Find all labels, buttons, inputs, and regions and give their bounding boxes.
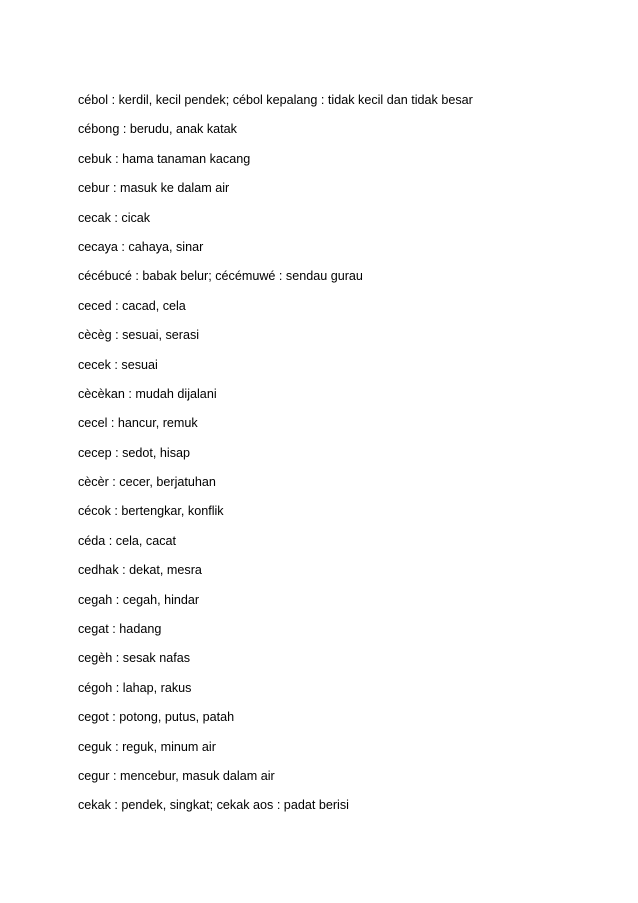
dictionary-entry: cebuk : hama tanaman kacang <box>78 151 251 166</box>
dictionary-entry: cecel : hancur, remuk <box>78 416 198 431</box>
dictionary-entry: ceguk : reguk, minum air <box>78 739 216 754</box>
dictionary-entry: ceced : cacad, cela <box>78 298 186 313</box>
dictionary-entry: cedhak : dekat, mesra <box>78 563 202 578</box>
dictionary-entry: cébol : kerdil, kecil pendek; cébol kepalang : tidak kecil dan tidak besar <box>78 93 473 107</box>
dictionary-entry: cècèkan : mudah dijalani <box>78 386 217 401</box>
dictionary-entry: cegot : potong, putus, patah <box>78 710 235 725</box>
dictionary-entry: cecek : sesuai <box>78 357 158 372</box>
dictionary-entry: cébong : berudu, anak katak <box>78 122 237 137</box>
dictionary-entry: cècèg : sesuai, serasi <box>78 328 200 343</box>
dictionary-entry: cécok : bertengkar, konflik <box>78 504 224 519</box>
dictionary-entry: cecep : sedot, hisap <box>78 445 191 460</box>
dictionary-entry: cegur : mencebur, masuk dalam air <box>78 768 275 783</box>
dictionary-entry: cekak : pendek, singkat; cekak aos : padat berisi <box>78 798 349 813</box>
dictionary-entry: cebur : masuk ke dalam air <box>78 181 230 196</box>
dictionary-entry: cégoh : lahap, rakus <box>78 680 192 695</box>
dictionary-entry: cecak : cicak <box>78 210 151 225</box>
dictionary-entry: cécébucé : babak belur; cécémuwé : sendau gurau <box>78 269 363 284</box>
dictionary-entry: céda : cela, cacat <box>78 533 177 548</box>
dictionary-entry-list <box>78 88 598 823</box>
dictionary-entry: cegat : hadang <box>78 622 162 637</box>
dictionary-entry: cegèh : sesak nafas <box>78 651 191 666</box>
dictionary-entry: cegah : cegah, hindar <box>78 592 200 607</box>
dictionary-entry: cecaya : cahaya, sinar <box>78 239 204 254</box>
dictionary-entry: cècèr : cecer, berjatuhan <box>78 475 216 490</box>
